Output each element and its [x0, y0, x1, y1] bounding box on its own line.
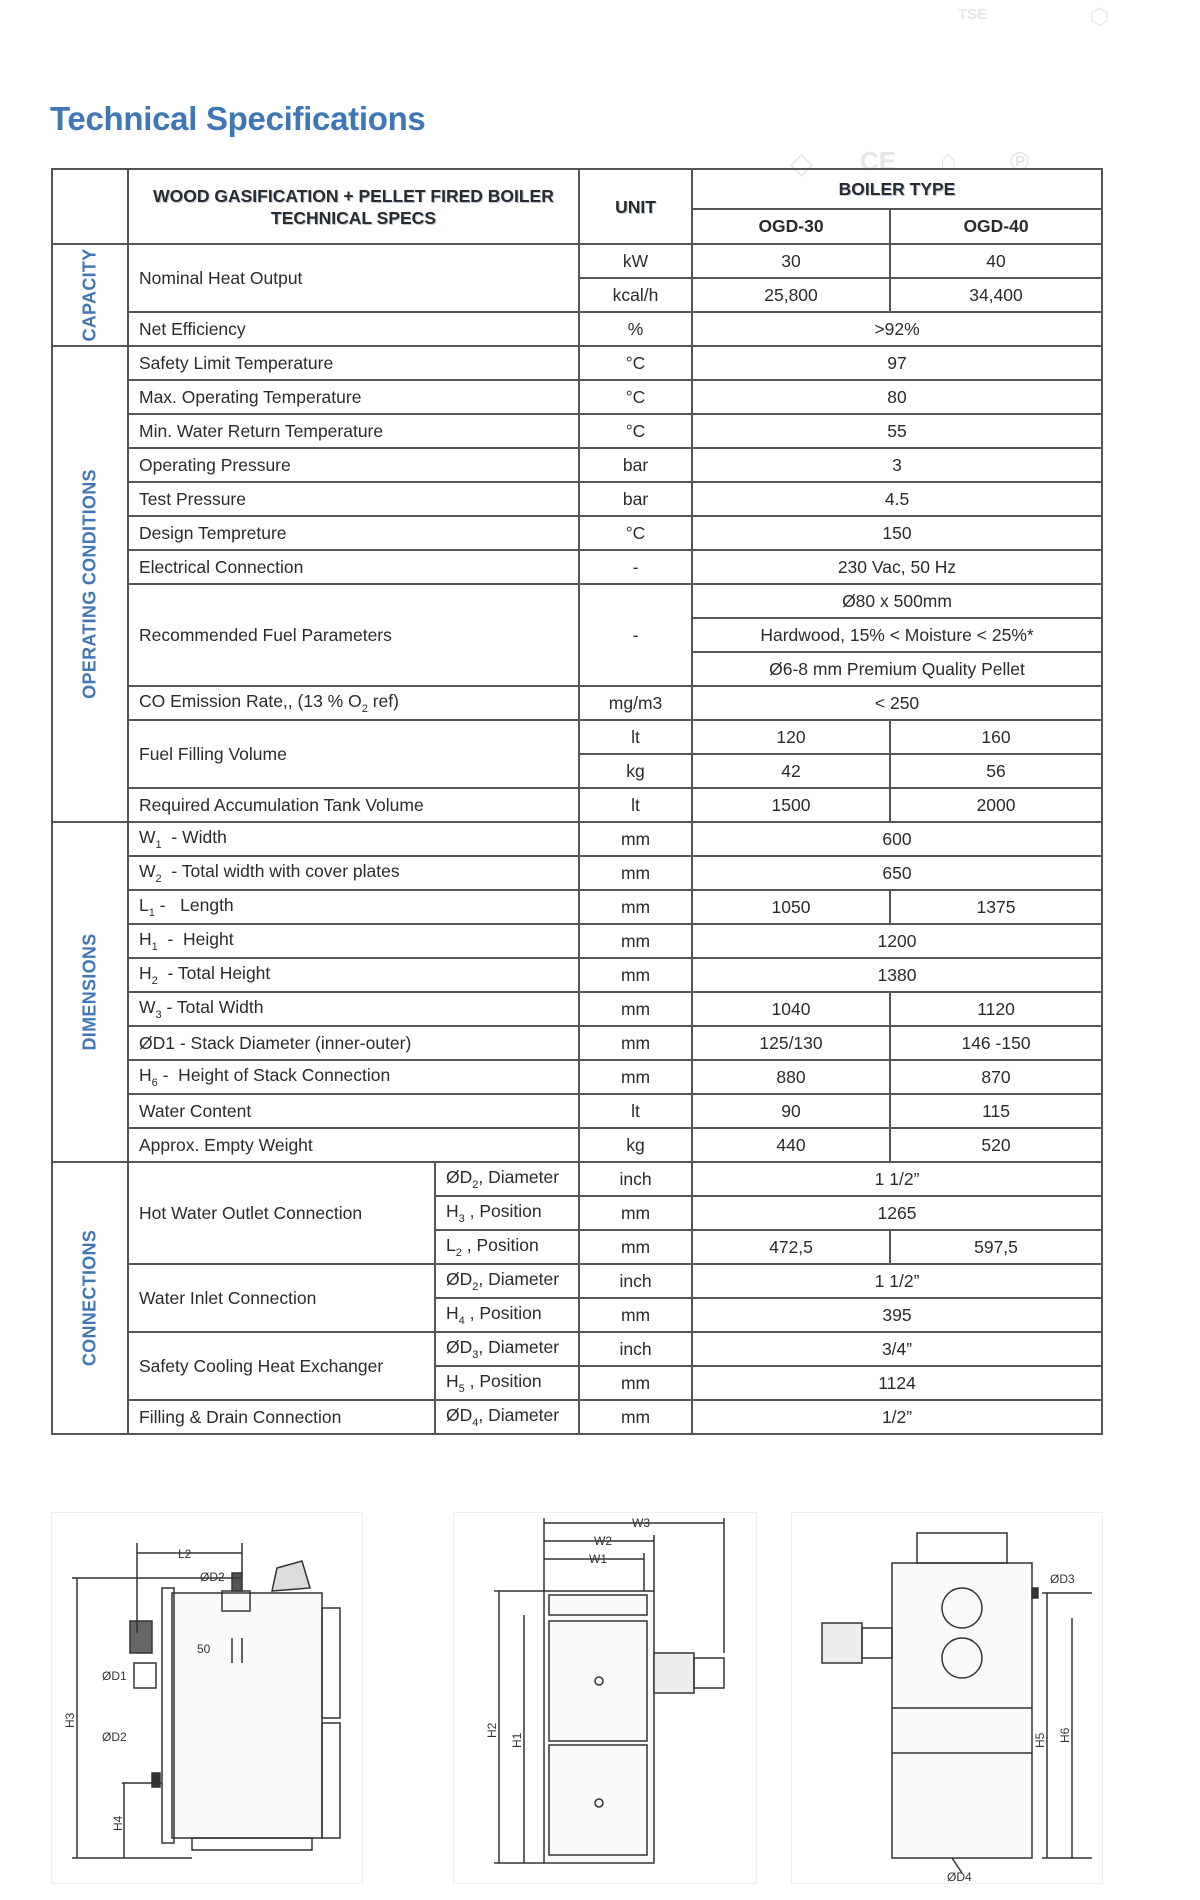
unit-cell: mm	[579, 1060, 692, 1094]
table-row	[52, 686, 1102, 720]
row-label: Operating Pressure	[128, 448, 579, 482]
sub-label: $ØD_2$, Diameter	[435, 1162, 579, 1196]
table-row	[52, 346, 1102, 380]
unit-cell: mm	[579, 992, 692, 1026]
row-label: $W_1$ - Width	[128, 822, 579, 856]
value-shared: 1 1/2”	[692, 1162, 1102, 1196]
label-w1: W1	[589, 1552, 607, 1566]
value-ogd40: 520	[890, 1128, 1102, 1162]
table-row	[52, 1400, 1102, 1434]
unit-cell: mm	[579, 1230, 692, 1264]
value-shared: 1 1/2”	[692, 1264, 1102, 1298]
table-row	[52, 312, 1102, 346]
value-shared: 600	[692, 822, 1102, 856]
value-shared: 1124	[692, 1366, 1102, 1400]
label-h5: H5	[1033, 1732, 1047, 1748]
value-ogd30: 1050	[692, 890, 890, 924]
spec-title-line1: WOOD GASIFICATION + PELLET FIRED BOILER	[153, 185, 554, 206]
row-label: Max. Operating Temperature	[128, 380, 579, 414]
value-shared: Ø6-8 mm Premium Quality Pellet	[692, 652, 1102, 686]
category-dimensions: DIMENSIONS	[52, 822, 128, 1162]
row-label: Safety Cooling Heat Exchanger	[128, 1332, 435, 1400]
table-row	[52, 414, 1102, 448]
sub-label: $ØD_2$, Diameter	[435, 1264, 579, 1298]
unit-cell: %	[579, 312, 692, 346]
row-label: $H_2$ - Total Height	[128, 958, 579, 992]
row-label: Test Pressure	[128, 482, 579, 516]
value-ogd40: 597,5	[890, 1230, 1102, 1264]
table-row	[52, 550, 1102, 584]
unit-cell: -	[579, 550, 692, 584]
value-ogd30: 880	[692, 1060, 890, 1094]
side-view-drawing	[51, 1512, 363, 1884]
value-ogd40: 1375	[890, 890, 1102, 924]
value-ogd30: 125/130	[692, 1026, 890, 1060]
row-label: $W_3$ - Total Width	[128, 992, 579, 1026]
value-ogd30: 25,800	[692, 278, 890, 312]
unit-cell: mg/m3	[579, 686, 692, 720]
row-label: $H_6$ - Height of Stack Connection	[128, 1060, 579, 1094]
value-shared: 3	[692, 448, 1102, 482]
spec-title-header	[128, 169, 579, 244]
row-label: CO Emission Rate,, (13 % $O_2$ ref)	[128, 686, 579, 720]
value-ogd40: 40	[890, 244, 1102, 278]
unit-cell: °C	[579, 414, 692, 448]
value-shared: >92%	[692, 312, 1102, 346]
front-view-drawing	[453, 1512, 757, 1884]
unit-header: UNIT	[579, 169, 692, 244]
sub-label: $H_4$ , Position	[435, 1298, 579, 1332]
table-row	[52, 1094, 1102, 1128]
value-shared: 4.5	[692, 482, 1102, 516]
value-ogd40: 146 -150	[890, 1026, 1102, 1060]
table-row	[52, 1332, 1102, 1366]
unit-cell: mm	[579, 1366, 692, 1400]
label-h3: H3	[63, 1712, 77, 1728]
table-row	[52, 924, 1102, 958]
value-shared: Hardwood, 15% < Moisture < 25%*	[692, 618, 1102, 652]
table-row	[52, 516, 1102, 550]
value-ogd30: 440	[692, 1128, 890, 1162]
value-ogd30: 30	[692, 244, 890, 278]
table-row	[52, 380, 1102, 414]
unit-cell: bar	[579, 482, 692, 516]
label-d2-bottom: ØD2	[102, 1730, 127, 1744]
row-label: Nominal Heat Output	[128, 244, 579, 312]
sub-label: $H_3$ , Position	[435, 1196, 579, 1230]
table-row	[52, 482, 1102, 516]
value-ogd40: 160	[890, 720, 1102, 754]
value-shared: 1200	[692, 924, 1102, 958]
unit-cell: inch	[579, 1264, 692, 1298]
label-d4: ØD4	[947, 1870, 972, 1884]
unit-cell: mm	[579, 1196, 692, 1230]
table-row	[52, 1026, 1102, 1060]
value-shared: 650	[692, 856, 1102, 890]
technical-spec-table	[51, 168, 1103, 1435]
table-row	[52, 720, 1102, 754]
unit-cell: °C	[579, 380, 692, 414]
value-shared: 80	[692, 380, 1102, 414]
boiler-type-header: BOILER TYPE	[692, 169, 1102, 209]
table-row	[52, 584, 1102, 618]
label-w3: W3	[632, 1516, 650, 1530]
row-label: Net Efficiency	[128, 312, 579, 346]
sub-label: $L_2$ , Position	[435, 1230, 579, 1264]
value-ogd40: 56	[890, 754, 1102, 788]
value-ogd40: 1120	[890, 992, 1102, 1026]
unit-cell: mm	[579, 856, 692, 890]
label-h2: H2	[485, 1722, 499, 1738]
row-label: Design Tempreture	[128, 516, 579, 550]
model-ogd30-header: OGD-30	[692, 209, 890, 244]
value-shared: 230 Vac, 50 Hz	[692, 550, 1102, 584]
value-shared: 3/4”	[692, 1332, 1102, 1366]
row-label: Recommended Fuel Parameters	[128, 584, 579, 686]
unit-cell: lt	[579, 1094, 692, 1128]
value-shared: 1265	[692, 1196, 1102, 1230]
table-row	[52, 788, 1102, 822]
unit-cell: mm	[579, 890, 692, 924]
row-label: $H_1$ - Height	[128, 924, 579, 958]
label-l2: L2	[178, 1547, 192, 1561]
unit-cell: lt	[579, 788, 692, 822]
gost-mark-icon: ⌂	[940, 144, 957, 175]
unit-cell: °C	[579, 346, 692, 380]
unit-cell: kcal/h	[579, 278, 692, 312]
value-shared: 150	[692, 516, 1102, 550]
table-row	[52, 1060, 1102, 1094]
row-label: ØD1 - Stack Diameter (inner-outer)	[128, 1026, 579, 1060]
table-row	[52, 1128, 1102, 1162]
value-shared: 55	[692, 414, 1102, 448]
unit-cell: mm	[579, 1298, 692, 1332]
category-capacity: CAPACITY	[52, 244, 128, 346]
table-row	[52, 992, 1102, 1026]
category-operating-conditions: OPERATING CONDITIONS	[52, 346, 128, 822]
label-h6: H6	[1058, 1727, 1072, 1743]
header-corner	[52, 169, 128, 244]
sub-label: $ØD_4$, Diameter	[435, 1400, 579, 1434]
diamond-mark-icon: ◇	[790, 147, 814, 180]
table-row	[52, 958, 1102, 992]
back-view-drawing	[791, 1512, 1103, 1884]
row-label: Safety Limit Temperature	[128, 346, 579, 380]
row-label: Min. Water Return Temperature	[128, 414, 579, 448]
unit-cell: °C	[579, 516, 692, 550]
label-h1: H1	[510, 1732, 524, 1748]
value-ogd40: 115	[890, 1094, 1102, 1128]
row-label: Electrical Connection	[128, 550, 579, 584]
category-connections: CONNECTIONS	[52, 1162, 128, 1434]
label-h4: H4	[111, 1815, 125, 1831]
unit-cell: mm	[579, 1400, 692, 1434]
value-ogd40: 870	[890, 1060, 1102, 1094]
table-row	[52, 856, 1102, 890]
table-row	[52, 890, 1102, 924]
row-label: Required Accumulation Tank Volume	[128, 788, 579, 822]
unit-cell: mm	[579, 924, 692, 958]
label-d3: ØD3	[1050, 1572, 1075, 1586]
unit-cell: kg	[579, 754, 692, 788]
table-row	[52, 822, 1102, 856]
label-d1: ØD1	[102, 1669, 127, 1683]
table-row	[52, 1264, 1102, 1298]
row-label: Water Inlet Connection	[128, 1264, 435, 1332]
row-label: $W_2$ - Total width with cover plates	[128, 856, 579, 890]
value-shared: 395	[692, 1298, 1102, 1332]
unit-cell: inch	[579, 1162, 692, 1196]
value-shared: 1380	[692, 958, 1102, 992]
technical-drawings	[51, 1512, 1101, 1892]
row-label: Hot Water Outlet Connection	[128, 1162, 435, 1264]
value-ogd30: 472,5	[692, 1230, 890, 1264]
tuv-logo-icon: ⬡	[1090, 4, 1110, 29]
value-shared: Ø80 x 500mm	[692, 584, 1102, 618]
label-w2: W2	[594, 1534, 612, 1548]
unit-cell: mm	[579, 958, 692, 992]
unit-cell: kg	[579, 1128, 692, 1162]
unit-cell: bar	[579, 448, 692, 482]
table-row	[52, 1162, 1102, 1196]
row-label: Approx. Empty Weight	[128, 1128, 579, 1162]
sub-label: $ØD_3$, Diameter	[435, 1332, 579, 1366]
model-ogd40-header: OGD-40	[890, 209, 1102, 244]
value-ogd30: 120	[692, 720, 890, 754]
unit-cell: kW	[579, 244, 692, 278]
value-ogd40: 34,400	[890, 278, 1102, 312]
label-d2-top: ØD2	[200, 1570, 225, 1584]
unit-cell: lt	[579, 720, 692, 754]
row-label: Fuel Filling Volume	[128, 720, 579, 788]
row-label: Filling & Drain Connection	[128, 1400, 435, 1434]
row-label: Water Content	[128, 1094, 579, 1128]
value-shared: 97	[692, 346, 1102, 380]
sub-label: $H_5$ , Position	[435, 1366, 579, 1400]
tse-logo-icon: TSE	[958, 6, 988, 23]
unit-cell: -	[579, 584, 692, 686]
value-shared: 1/2”	[692, 1400, 1102, 1434]
table-row	[52, 448, 1102, 482]
ce-mark-icon: CE	[860, 146, 897, 176]
row-label: $L_1$ - Length	[128, 890, 579, 924]
unit-cell: inch	[579, 1332, 692, 1366]
spec-title-line2: TECHNICAL SPECS	[271, 207, 436, 228]
value-ogd30: 90	[692, 1094, 890, 1128]
unit-cell: mm	[579, 1026, 692, 1060]
label-50: 50	[197, 1642, 211, 1656]
unit-cell: mm	[579, 822, 692, 856]
value-ogd40: 2000	[890, 788, 1102, 822]
value-shared: < 250	[692, 686, 1102, 720]
value-ogd30: 1040	[692, 992, 890, 1026]
value-ogd30: 42	[692, 754, 890, 788]
pc-mark-icon: ℗	[1010, 146, 1030, 176]
table-row	[52, 244, 1102, 278]
value-ogd30: 1500	[692, 788, 890, 822]
page-title: Technical Specifications	[50, 100, 426, 137]
